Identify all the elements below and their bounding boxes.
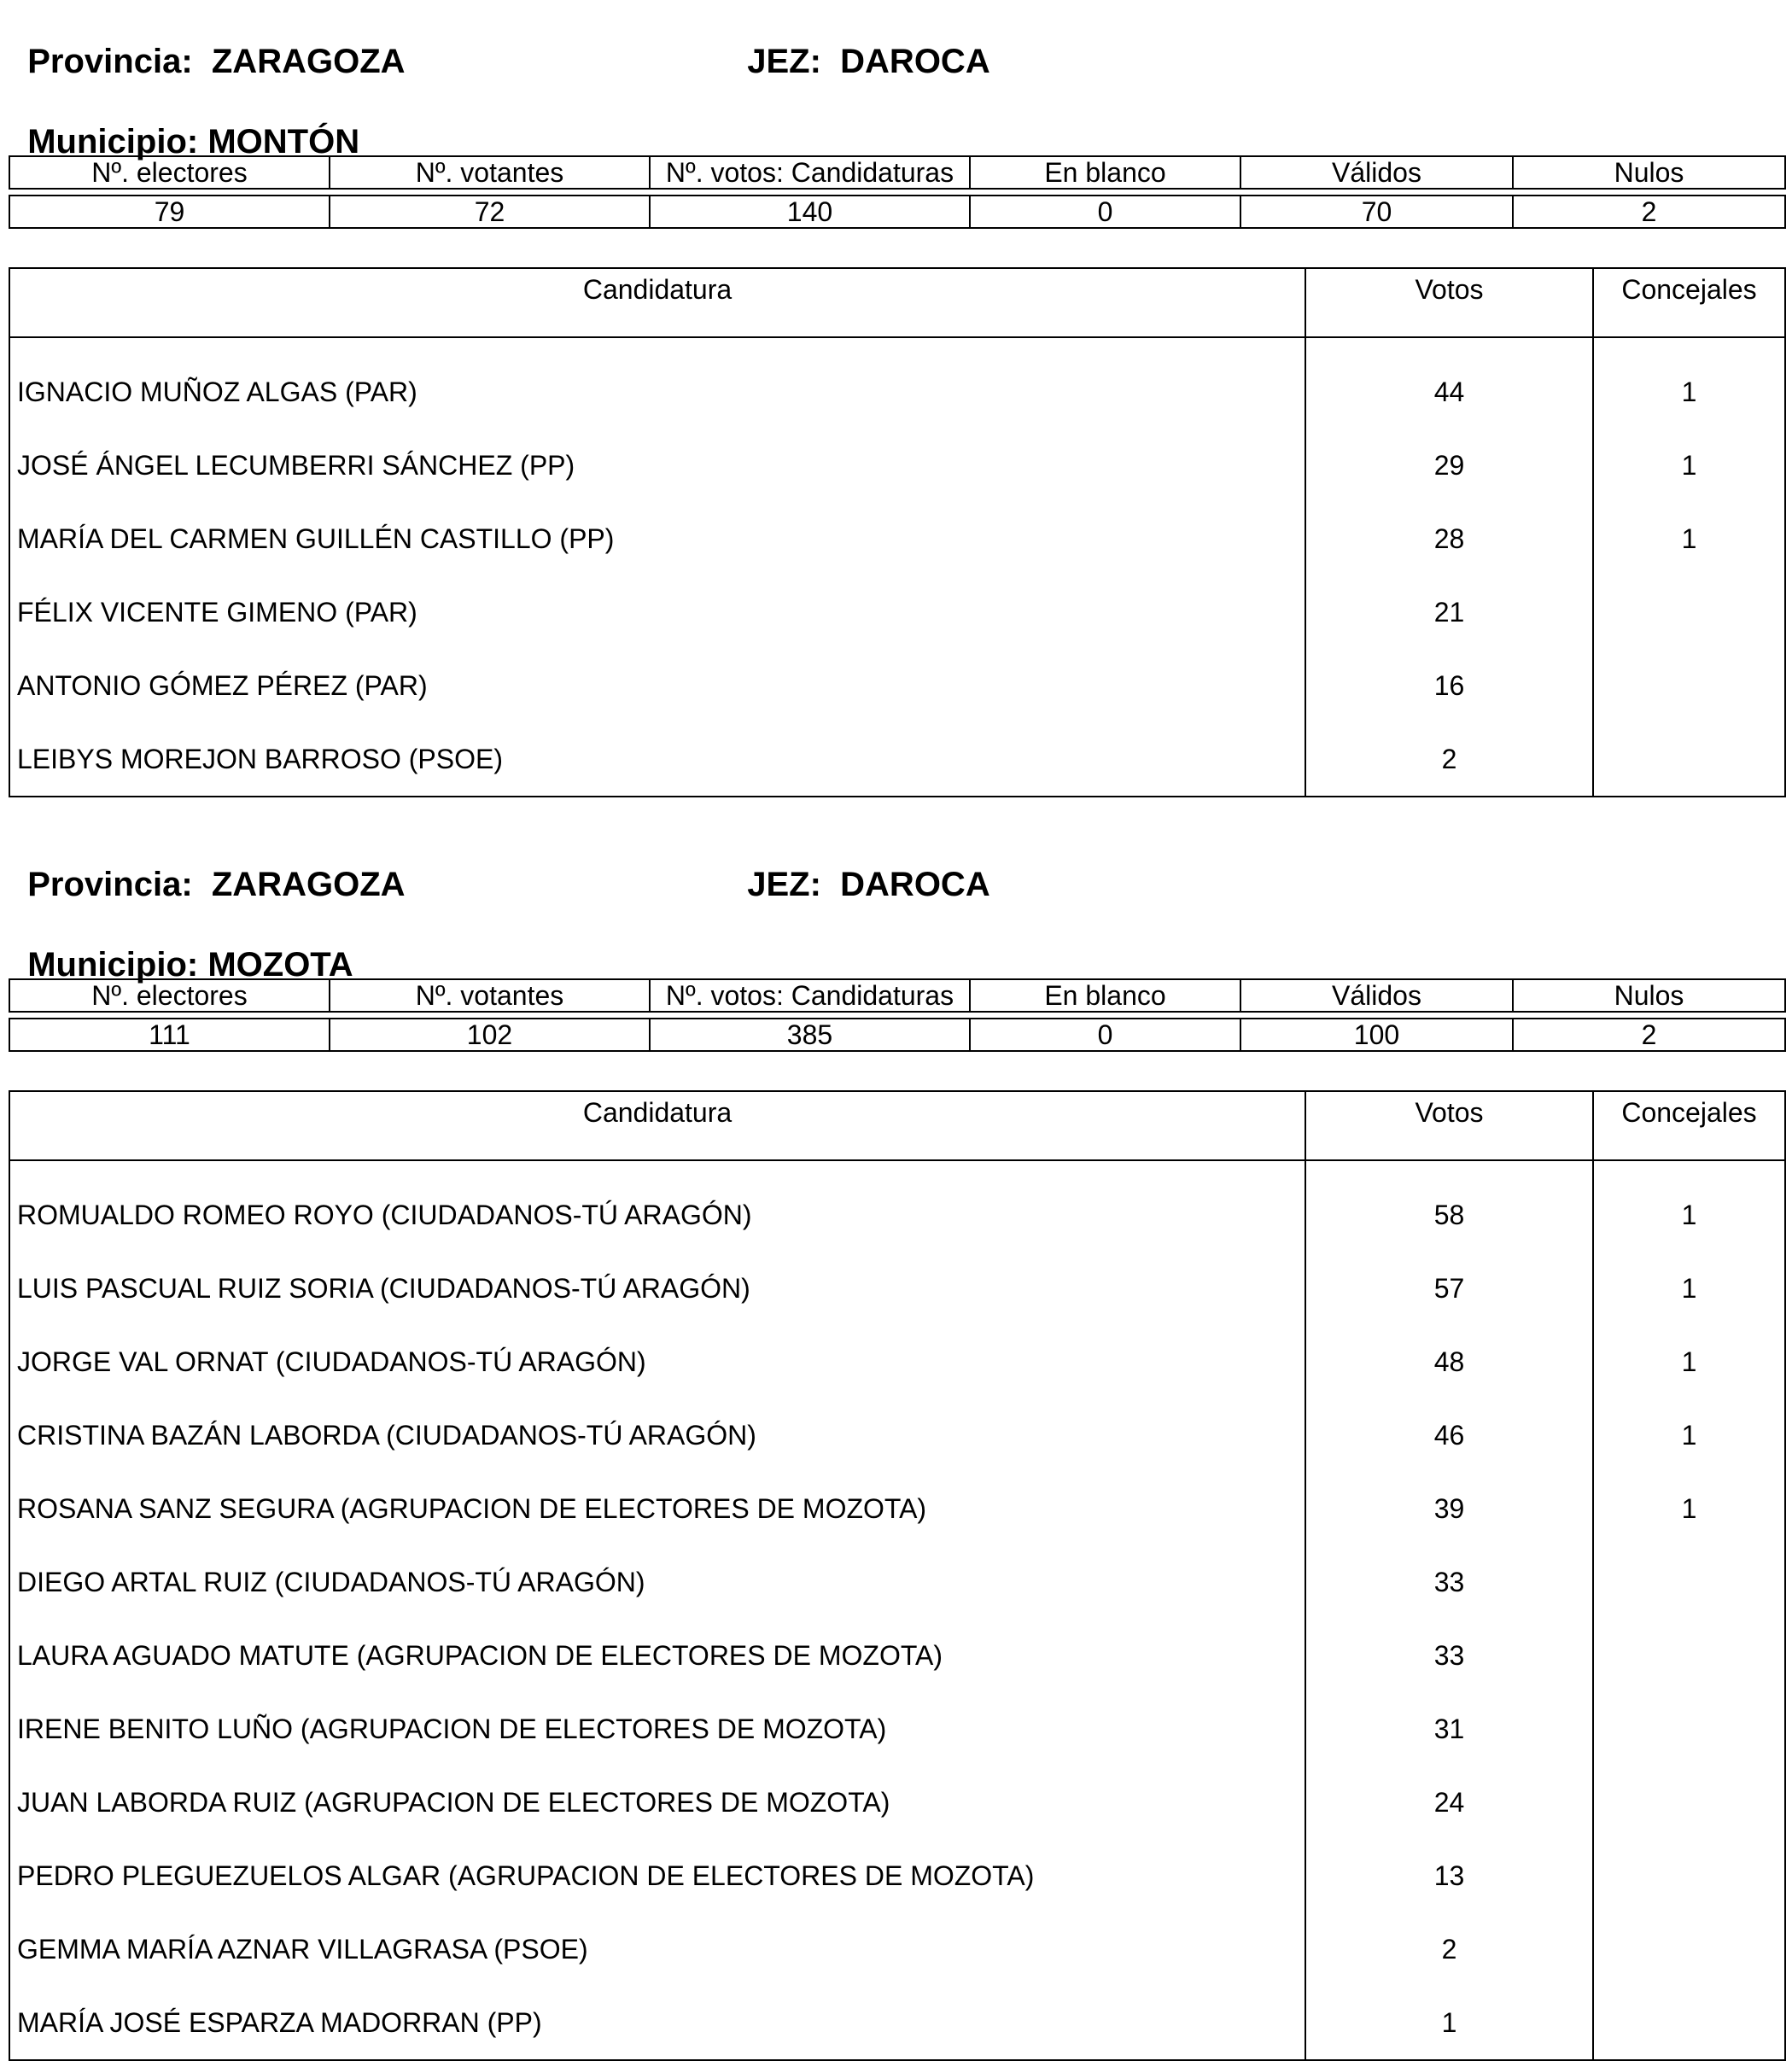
table-row [9, 1986, 1785, 2060]
votos-header: Votos [1305, 268, 1593, 337]
candidate-votos: 21 [1305, 575, 1593, 649]
stats-header-cell: Nº. electores [9, 979, 330, 1012]
candidate-votos: 33 [1305, 1545, 1593, 1619]
candidate-name: ANTONIO GÓMEZ PÉREZ (PAR) [9, 649, 1305, 722]
provincia-heading [9, 0, 406, 82]
candidate-name: DIEGO ARTAL RUIZ (CIUDADANOS-TÚ ARAGÓN) [9, 1545, 1305, 1619]
table-row [9, 575, 1785, 649]
table-row [9, 1472, 1785, 1545]
stats-value-cell: 111 [9, 1019, 330, 1051]
candidate-name: MARÍA DEL CARMEN GUILLÉN CASTILLO (PP) [9, 502, 1305, 575]
stats-header-cell: Nº. votantes [330, 156, 650, 189]
stats-header-cell: En blanco [970, 156, 1240, 189]
municipio-heading [9, 903, 353, 985]
candidate-name: JOSÉ ÁNGEL LECUMBERRI SÁNCHEZ (PP) [9, 429, 1305, 502]
table-row [9, 1839, 1785, 1912]
stats-header-row [9, 979, 1785, 1012]
table-row [9, 1398, 1785, 1472]
table-row [9, 502, 1785, 575]
provincia-value: ZARAGOZA [211, 866, 406, 903]
concejales-header: Concejales [1593, 268, 1785, 337]
stats-value-cell: 2 [1513, 1019, 1785, 1051]
candidate-concejales [1593, 1692, 1785, 1766]
stats-value-cell: 0 [970, 196, 1240, 228]
candidate-concejales [1593, 1766, 1785, 1839]
candidate-concejales [1593, 1619, 1785, 1692]
candidate-concejales: 1 [1681, 449, 1697, 481]
candidates-table [9, 1090, 1786, 2061]
stats-table [9, 155, 1786, 229]
stats-header-row [9, 156, 1785, 189]
jez-heading [728, 0, 990, 82]
candidate-concejales [1593, 722, 1785, 797]
candidate-concejales [1593, 1839, 1785, 1912]
candidate-votos: 33 [1305, 1619, 1593, 1692]
candidate-name: LAURA AGUADO MATUTE (AGRUPACION DE ELECTORES DE MOZOTA) [9, 1619, 1305, 1692]
candidate-name: PEDRO PLEGUEZUELOS ALGAR (AGRUPACION DE ELECTORES DE MOZOTA) [9, 1839, 1305, 1912]
candidate-name: LUIS PASCUAL RUIZ SORIA (CIUDADANOS-TÚ ARAGÓN) [9, 1252, 1305, 1325]
stats-value-cell: 385 [650, 1019, 970, 1051]
candidate-concejales: 1 [1681, 1199, 1697, 1230]
candidate-concejales: 1 [1681, 376, 1697, 407]
municipio-label: Municipio: [27, 946, 199, 984]
candidate-name: IGNACIO MUÑOZ ALGAS (PAR) [9, 337, 1305, 429]
candidate-name: CRISTINA BAZÁN LABORDA (CIUDADANOS-TÚ ARAGÓN) [9, 1398, 1305, 1472]
candidate-name: MARÍA JOSÉ ESPARZA MADORRAN (PP) [9, 1986, 1305, 2060]
jez-value: DAROCA [840, 866, 990, 903]
candidate-name: ROMUALDO ROMEO ROYO (CIUDADANOS-TÚ ARAGÓN) [9, 1160, 1305, 1252]
provincia-label: Provincia: [27, 43, 193, 80]
candidate-votos: 2 [1305, 722, 1593, 797]
stats-header-cell: En blanco [970, 979, 1240, 1012]
candidate-votos: 29 [1305, 429, 1593, 502]
stats-value-cell: 72 [330, 196, 650, 228]
table-row [9, 1252, 1785, 1325]
candidate-votos: 28 [1305, 502, 1593, 575]
municipio-value: MOZOTA [207, 946, 353, 984]
provincia-heading [9, 823, 406, 905]
table-row [9, 1545, 1785, 1619]
candidate-votos: 48 [1305, 1325, 1593, 1398]
candidate-votos: 2 [1305, 1912, 1593, 1986]
votos-header: Votos [1305, 1091, 1593, 1160]
candidate-name: GEMMA MARÍA AZNAR VILLAGRASA (PSOE) [9, 1912, 1305, 1986]
candidate-votos: 46 [1305, 1398, 1593, 1472]
candidate-name: IRENE BENITO LUÑO (AGRUPACION DE ELECTORES DE MOZOTA) [9, 1692, 1305, 1766]
candidate-votos: 58 [1305, 1160, 1593, 1252]
candidatura-header: Candidatura [9, 268, 1305, 337]
candidate-concejales: 1 [1681, 1419, 1697, 1451]
candidates-table [9, 267, 1786, 797]
candidate-concejales [1593, 575, 1785, 649]
candidate-concejales [1593, 649, 1785, 722]
table-row [9, 1160, 1785, 1252]
candidates-header-row [9, 268, 1785, 337]
candidate-votos: 16 [1305, 649, 1593, 722]
jez-heading [728, 823, 990, 905]
stats-value-cell: 102 [330, 1019, 650, 1051]
candidate-concejales [1593, 1545, 1785, 1619]
table-row [9, 1912, 1785, 1986]
stats-value-row [9, 1019, 1785, 1051]
concejales-header: Concejales [1593, 1091, 1785, 1160]
stats-header-cell: Nº. votantes [330, 979, 650, 1012]
table-row [9, 722, 1785, 797]
candidate-votos: 31 [1305, 1692, 1593, 1766]
table-row [9, 649, 1785, 722]
stats-header-cell: Nulos [1513, 156, 1785, 189]
table-row [9, 1619, 1785, 1692]
candidatura-header: Candidatura [9, 1091, 1305, 1160]
jez-label: JEZ: [747, 866, 821, 903]
candidates-header-row [9, 1091, 1785, 1160]
candidate-votos: 1 [1305, 1986, 1593, 2060]
candidate-votos: 57 [1305, 1252, 1593, 1325]
provincia-value: ZARAGOZA [211, 43, 406, 80]
municipio-label: Municipio: [27, 123, 199, 161]
table-row [9, 337, 1785, 429]
municipio-heading [9, 80, 359, 162]
stats-value-cell: 70 [1240, 196, 1513, 228]
candidate-name: JORGE VAL ORNAT (CIUDADANOS-TÚ ARAGÓN) [9, 1325, 1305, 1398]
provincia-label: Provincia: [27, 866, 193, 903]
stats-header-cell: Nº. votos: Candidaturas [650, 156, 970, 189]
stats-header-cell: Válidos [1240, 156, 1513, 189]
table-row [9, 1692, 1785, 1766]
stats-header-cell: Válidos [1240, 979, 1513, 1012]
stats-value-cell: 79 [9, 196, 330, 228]
candidate-concejales: 1 [1681, 1272, 1697, 1304]
candidate-name: FÉLIX VICENTE GIMENO (PAR) [9, 575, 1305, 649]
stats-value-cell: 0 [970, 1019, 1240, 1051]
stats-header-cell: Nº. votos: Candidaturas [650, 979, 970, 1012]
municipio-value: MONTÓN [207, 123, 360, 161]
stats-value-cell: 2 [1513, 196, 1785, 228]
candidate-concejales: 1 [1681, 1492, 1697, 1524]
candidate-votos: 44 [1305, 337, 1593, 429]
stats-header-cell: Nulos [1513, 979, 1785, 1012]
jez-value: DAROCA [840, 43, 990, 80]
table-row [9, 1766, 1785, 1839]
jez-label: JEZ: [747, 43, 821, 80]
table-row [9, 1325, 1785, 1398]
candidate-votos: 24 [1305, 1766, 1593, 1839]
candidate-name: LEIBYS MOREJON BARROSO (PSOE) [9, 722, 1305, 797]
candidate-concejales: 1 [1681, 1346, 1697, 1377]
candidate-concejales [1593, 1912, 1785, 1986]
stats-value-row [9, 196, 1785, 228]
stats-value-cell: 100 [1240, 1019, 1513, 1051]
candidate-concejales [1593, 1986, 1785, 2060]
candidate-name: JUAN LABORDA RUIZ (AGRUPACION DE ELECTORES DE MOZOTA) [9, 1766, 1305, 1839]
candidate-concejales: 1 [1681, 523, 1697, 554]
candidate-votos: 13 [1305, 1839, 1593, 1912]
stats-value-cell: 140 [650, 196, 970, 228]
stats-table [9, 978, 1786, 1052]
stats-header-cell: Nº. electores [9, 156, 330, 189]
candidate-name: ROSANA SANZ SEGURA (AGRUPACION DE ELECTORES DE MOZOTA) [9, 1472, 1305, 1545]
candidate-votos: 39 [1305, 1472, 1593, 1545]
table-row [9, 429, 1785, 502]
